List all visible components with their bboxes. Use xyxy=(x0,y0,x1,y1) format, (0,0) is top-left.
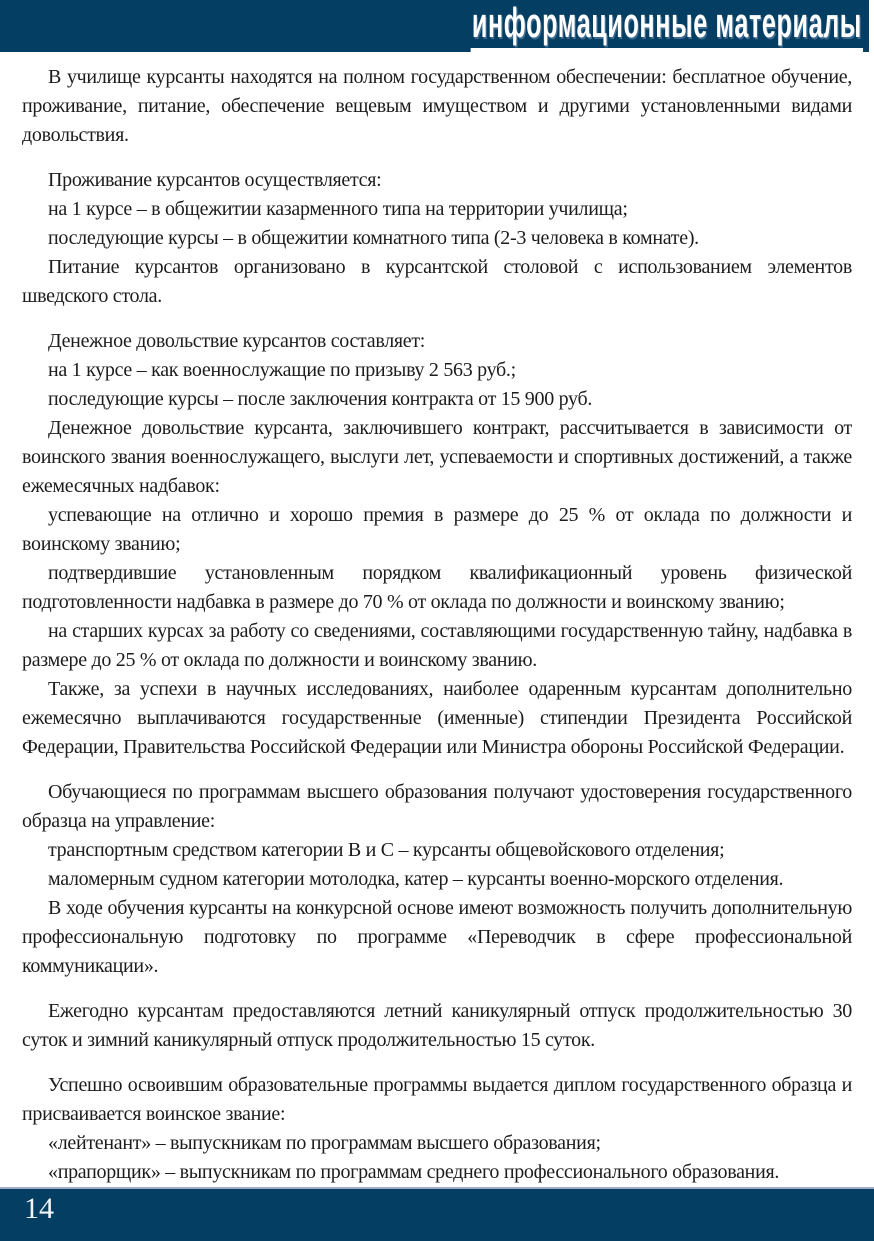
paragraph-group xyxy=(22,1071,852,1187)
paragraph: Денежное довольствие курсантов составляет: xyxy=(48,330,426,352)
paragraph: Ежегодно курсантам предоставляются летний каникулярный отпуск продолжительностью 30 суток и зимний каникулярный отпуск продолжительностью 15 суток. xyxy=(22,1000,852,1051)
paragraph: Обучающиеся по программам высшего образования получают удостоверения государственного образца на управление: xyxy=(22,781,852,832)
paragraph-group xyxy=(22,166,852,311)
paragraph: «лейтенант» – выпускникам по программам высшего образования; xyxy=(48,1132,601,1154)
paragraph: Успешно освоившим образовательные программы выдается диплом государственного образца и присваивается воинское звание: xyxy=(22,1074,852,1125)
paragraph-group xyxy=(22,63,852,150)
paragraph: на 1 курсе – как военнослужащие по призыву 2 563 руб.; xyxy=(48,359,516,381)
page-number: 14 xyxy=(24,1192,54,1225)
paragraph: Также, за успехи в научных исследованиях, наиболее одаренным курсантам дополнительно ежемесячно выплачиваются государственные (именные) стипендии Президента Российской Федерации, Правительства Российской Федерации или Министра обороны Российской Федерации. xyxy=(22,678,852,758)
page-title: информационные материалы xyxy=(471,0,863,52)
paragraph-group xyxy=(22,778,852,981)
page-content xyxy=(0,52,874,1187)
paragraph: В училище курсанты находятся на полном государственном обеспечении: бесплатное обучение, проживание, питание, обеспечение вещевым имуществом и другими установленными видами довольствия. xyxy=(22,66,852,146)
paragraph: Питание курсантов организовано в курсантской столовой с использованием элементов шведского стола. xyxy=(22,256,852,307)
paragraph: «прапорщик» – выпускникам по программам среднего профессионального образования. xyxy=(48,1161,780,1183)
paragraph-group xyxy=(22,327,852,762)
paragraph: на 1 курсе – в общежитии казарменного типа на территории училища; xyxy=(48,198,628,220)
paragraph: Проживание курсантов осуществляется: xyxy=(48,169,382,191)
page-footer xyxy=(0,1187,874,1241)
paragraph: успевающие на отлично и хорошо премия в размере до 25 % от оклада по должности и воинскому званию; xyxy=(22,504,852,555)
page-header xyxy=(0,0,869,52)
paragraph: Денежное довольствие курсанта, заключившего контракт, рассчитывается в зависимости от воинского звания военнослужащего, выслуги лет, успеваемости и спортивных достижений, а также ежемесячных надбавок: xyxy=(22,417,852,497)
paragraph: на старших курсах за работу со сведениями, составляющими государственную тайну, надбавка в размере до 25 % от оклада по должности и воинскому званию. xyxy=(22,620,852,671)
paragraph: последующие курсы – после заключения контракта от 15 900 руб. xyxy=(48,388,593,410)
paragraph: маломерным судном категории мотолодка, катер – курсанты военно-морского отделения. xyxy=(48,868,784,890)
paragraph: последующие курсы – в общежитии комнатного типа (2-3 человека в комнате). xyxy=(48,227,699,249)
paragraph: В ходе обучения курсанты на конкурсной основе имеют возможность получить дополнительную профессиональную подготовку по программе «Переводчик в сфере профессиональной коммуникации». xyxy=(22,897,852,977)
paragraph-group xyxy=(22,997,852,1055)
paragraph: транспортным средством категории В и С – курсанты общевойскового отделения; xyxy=(48,839,725,861)
paragraph: подтвердившие установленным порядком квалификационный уровень физической подготовленности надбавка в размере до 70 % от оклада по должности и воинскому званию; xyxy=(22,562,852,613)
